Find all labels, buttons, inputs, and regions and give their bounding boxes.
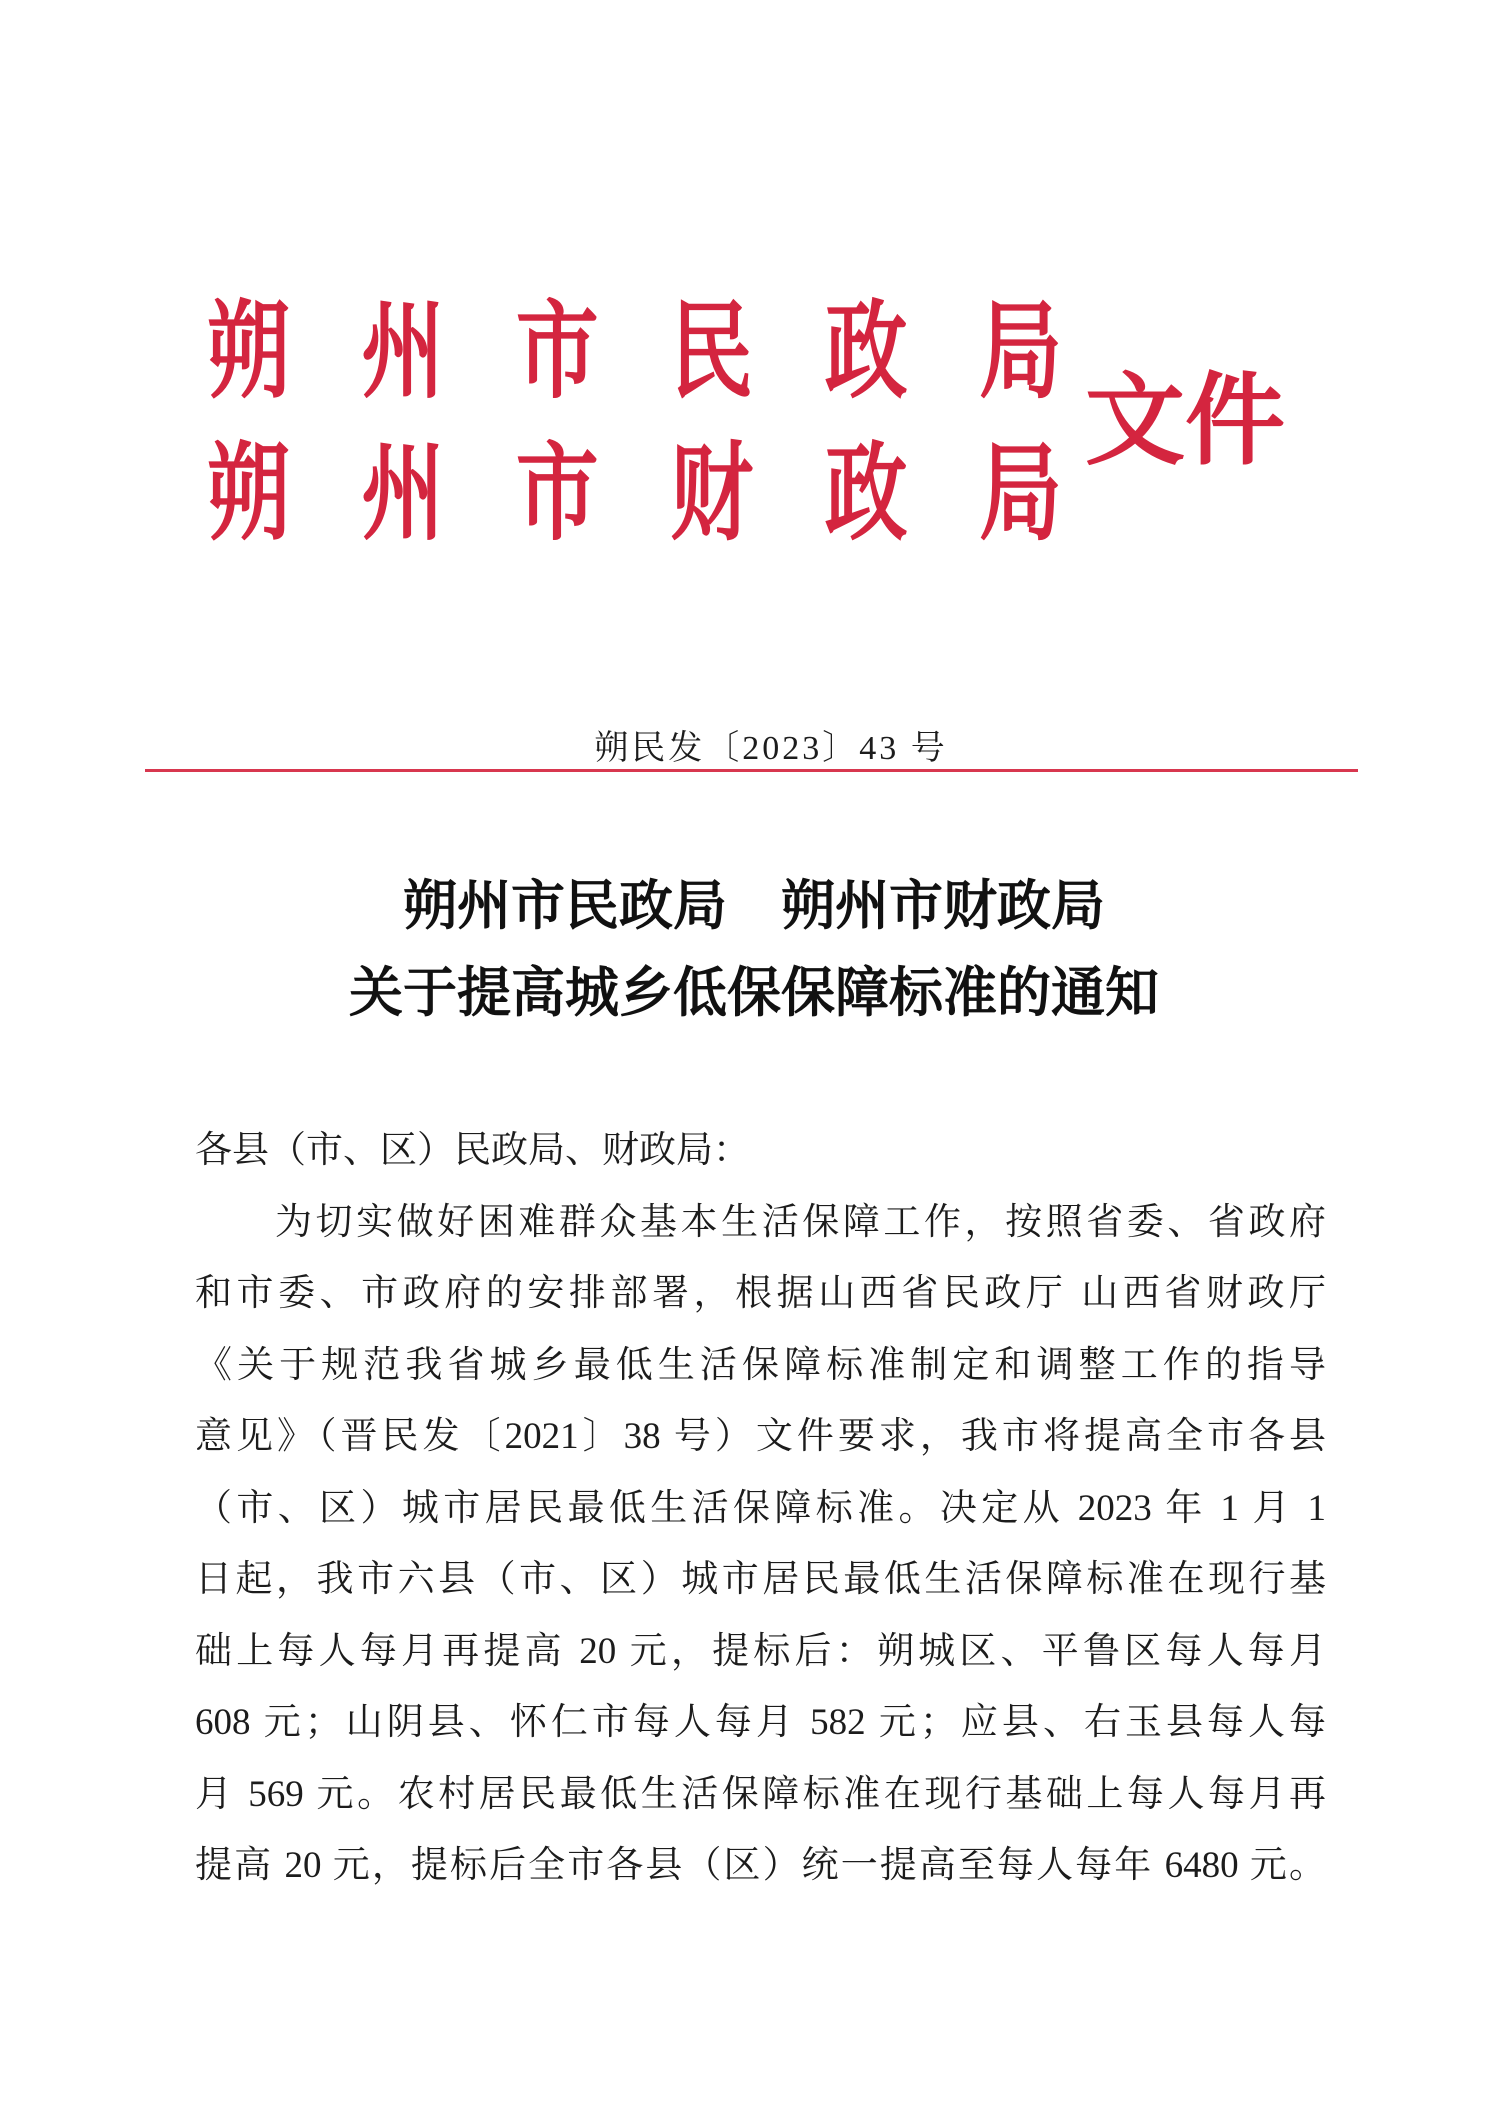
body-line: 和市委、市政府的安排部署，根据山西省民政厅 山西省财政厅	[195, 1273, 1326, 1314]
body-line: 础上每人每月再提高 20 元，提标后：朔城区、平鲁区每人每月	[195, 1630, 1326, 1672]
body-line: 月 569 元。农村居民最低生活保障标准在现行基础上每人每月再	[195, 1773, 1326, 1815]
issuer-header-line-1: 朔州市民政局	[207, 294, 1134, 411]
issuer-header-line-2: 朔州市财政局	[207, 436, 1134, 553]
document-title-line-1: 朔州市民政局 朔州市财政局	[403, 876, 1105, 936]
document-number: 朔民发〔2023〕43 号	[594, 730, 948, 767]
body-line: 意见》（晋民发〔2021〕38 号）文件要求，我市将提高全市各县	[195, 1416, 1326, 1457]
salutation: 各县（市、区）民政局、财政局：	[195, 1130, 750, 1171]
issuer-header-suffix: 文件	[1085, 366, 1285, 477]
body-line: （市、区）城市居民最低生活保障标准。决定从 2023 年 1 月 1	[195, 1487, 1326, 1529]
red-divider-rule	[145, 769, 1358, 772]
body-line: 提高 20 元，提标后全市各县（区）统一提高至每人每年 6480 元。	[195, 1845, 1326, 1886]
body-line: 《关于规范我省城乡最低生活保障标准制定和调整工作的指导	[195, 1344, 1326, 1386]
document-body	[195, 1115, 1326, 1902]
body-line: 为切实做好困难群众基本生活保障工作，按照省委、省政府	[275, 1201, 1326, 1243]
document-title-line-2: 关于提高城乡低保保障标准的通知	[349, 963, 1159, 1023]
body-line: 日起，我市六县（市、区）城市居民最低生活保障标准在现行基	[195, 1559, 1326, 1600]
body-line: 608 元；山阴县、怀仁市每人每月 582 元；应县、右玉县每人每	[195, 1702, 1326, 1743]
